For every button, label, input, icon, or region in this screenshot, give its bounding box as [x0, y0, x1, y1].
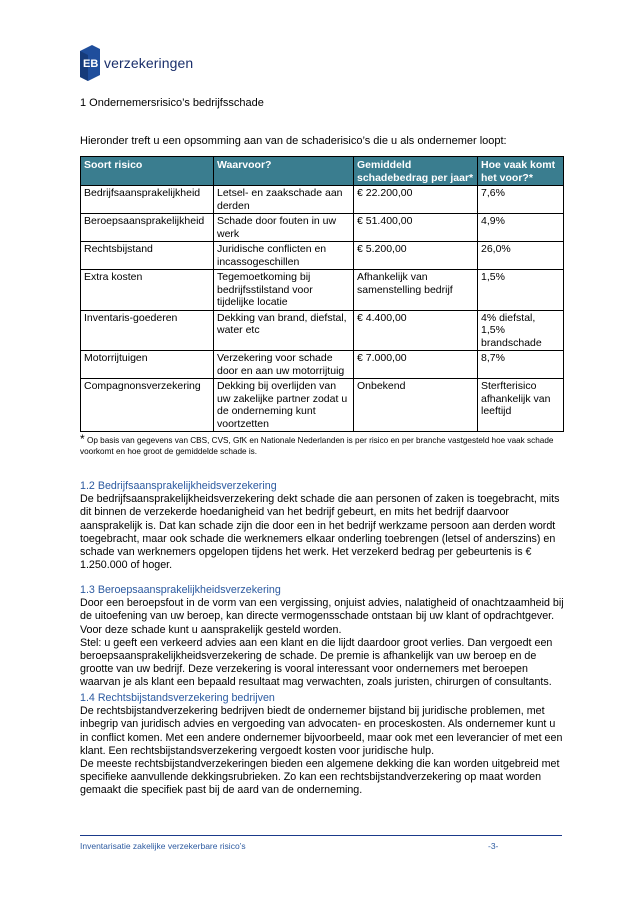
section-title: 1.2 Bedrijfsaansprakelijkheidsverzekering [80, 480, 277, 492]
table-row [81, 186, 564, 214]
section-body: Door een beroepsfout in de vorm van een vergissing, onjuist advies, nalatigheid of onachtzaamheid bij de uitoefening van uw beroep, kan directe vermogensschade ontstaan bij uw klant of opdrachtgever. Voor deze schade kunt u aansprakelijk gesteld worden. Stel: u geeft een verkeerd advies aan een klant en die lijdt daardoor groot verlies. Dan vergoedt een beroepsaansprakelijkheidsverzekering de schade. De premie is afhankelijk van uw beroep en de grootte van uw bedrijf. Deze verzekering is vooral interessant voor ondernemers met beroepen waarvan je als klant een bepaald resultaat mag verwachten, zoals juristen, chirurgen of consultants. [80, 597, 564, 689]
cell: Compagnonsverzekering [81, 379, 214, 432]
cell: € 4.400,00 [354, 310, 478, 351]
cell: 8,7% [478, 351, 564, 379]
footnote [80, 434, 565, 457]
cell: Juridische conflicten en incassogeschillen [214, 242, 354, 270]
footer-divider [80, 835, 562, 836]
cell: € 5.200,00 [354, 242, 478, 270]
col-header-frequency: Hoe vaak komt het voor?* [478, 157, 564, 186]
cell: € 7.000,00 [354, 351, 478, 379]
cell: Letsel- en zaakschade aan derden [214, 186, 354, 214]
table-header-row [81, 157, 564, 186]
cell: Onbekend [354, 379, 478, 432]
cell: € 22.200,00 [354, 186, 478, 214]
table-row [81, 379, 564, 432]
cell: Motorrijtuigen [81, 351, 214, 379]
section-1-3 [80, 584, 566, 690]
cell: Verzekering voor schade door en aan uw motorrijtuig [214, 351, 354, 379]
eb-logo-icon [78, 45, 100, 81]
table-row [81, 351, 564, 379]
cell: 7,6% [478, 186, 564, 214]
cell: Inventaris-goederen [81, 310, 214, 351]
cell: Dekking van brand, diefstal, water etc [214, 310, 354, 351]
section-title: 1.4 Rechtsbijstandsverzekering bedrijven [80, 692, 275, 704]
footer-title: Inventarisatie zakelijke verzekerbare risico’s [80, 841, 246, 851]
col-header-purpose: Waarvoor? [214, 157, 354, 186]
cell: Sterfterisico afhankelijk van leeftijd [478, 379, 564, 432]
section-1-4 [80, 692, 566, 798]
cell: Afhankelijk van samenstelling bedrijf [354, 270, 478, 311]
logo [78, 44, 193, 82]
page-number: -3- [488, 841, 499, 851]
cell: Rechtsbijstand [81, 242, 214, 270]
col-header-risk: Soort risico [81, 157, 214, 186]
cell: Beroepsaansprakelijkheid [81, 214, 214, 242]
cell: Dekking bij overlijden van uw zakelijke partner zodat u de onderneming kunt voortzetten [214, 379, 354, 432]
footnote-star: * [80, 432, 85, 446]
cell: € 51.400,00 [354, 214, 478, 242]
logo-text: verzekeringen [104, 55, 194, 71]
table-row [81, 310, 564, 351]
cell: 1,5% [478, 270, 564, 311]
table-row [81, 214, 564, 242]
risk-table [80, 156, 564, 432]
section-heading: 1 Ondernemersrisico’s bedrijfsschade [80, 97, 264, 109]
cell: 26,0% [478, 242, 564, 270]
svg-text:EB: EB [83, 58, 99, 70]
cell: 4,9% [478, 214, 564, 242]
intro-text: Hieronder treft u een opsomming aan van de schaderisico’s die u als ondernemer loopt: [80, 135, 507, 147]
section-body: De rechtsbijstandverzekering bedrijven biedt de ondernemer bijstand bij juridische problemen, met inbegrip van juridisch advies en vergoeding van advocaten- en proceskosten. Als ondernemer kunt u in conflict komen. Met een andere ondernemer bijvoorbeeld, maar ook met een leverancier of met een klant. Een rechtsbijstandsverzekering vergoedt kosten voor juridische hulp. De meeste rechtsbijstandverzekeringen bieden een algemene dekking die kan worden uitgebreid met specifieke aanvullende dekkingsrubrieken. Zo kan een rechtsbijstandverzekering op maat worden gemaakt die specifiek past bij de aard van de onderneming. [80, 705, 563, 797]
cell: Bedrijfsaansprakelijkheid [81, 186, 214, 214]
section-1-2 [80, 480, 566, 572]
table-row [81, 270, 564, 311]
section-body: De bedrijfsaansprakelijkheidsverzekering dekt schade die aan personen of zaken is toegebracht, mits dit binnen de verzekerde hoedanigheid van het bedrijf gebeurt, en mits het bedrijf daarvoor aansprakelijk is. Dat kan schade zijn die door een in het bedrijf werkzame persoon aan derden wordt toegebracht, maar ook schade die werknemers elkaar onderling toebrengen (letsel of anderszins) en schade van werknemers opgelopen tijdens het werk. Het verzekerd bedrag per gebeurtenis is € 1.250.000 of hoger. [80, 493, 560, 572]
cell: Extra kosten [81, 270, 214, 311]
section-title: 1.3 Beroepsaansprakelijkheidsverzekering [80, 584, 281, 596]
table-row [81, 242, 564, 270]
cell: 4% diefstal, 1,5% brandschade [478, 310, 564, 351]
footnote-text: Op basis van gegevens van CBS, CVS, GfK en Nationale Nederlanden is per risico en per branche vastgesteld hoe vaak schade voorkomt en hoe groot de gemiddelde schade is. [80, 436, 554, 456]
cell: Schade door fouten in uw werk [214, 214, 354, 242]
col-header-amount: Gemiddeld schadebedrag per jaar* [354, 157, 478, 186]
cell: Tegemoetkoming bij bedrijfsstilstand voor tijdelijke locatie [214, 270, 354, 311]
